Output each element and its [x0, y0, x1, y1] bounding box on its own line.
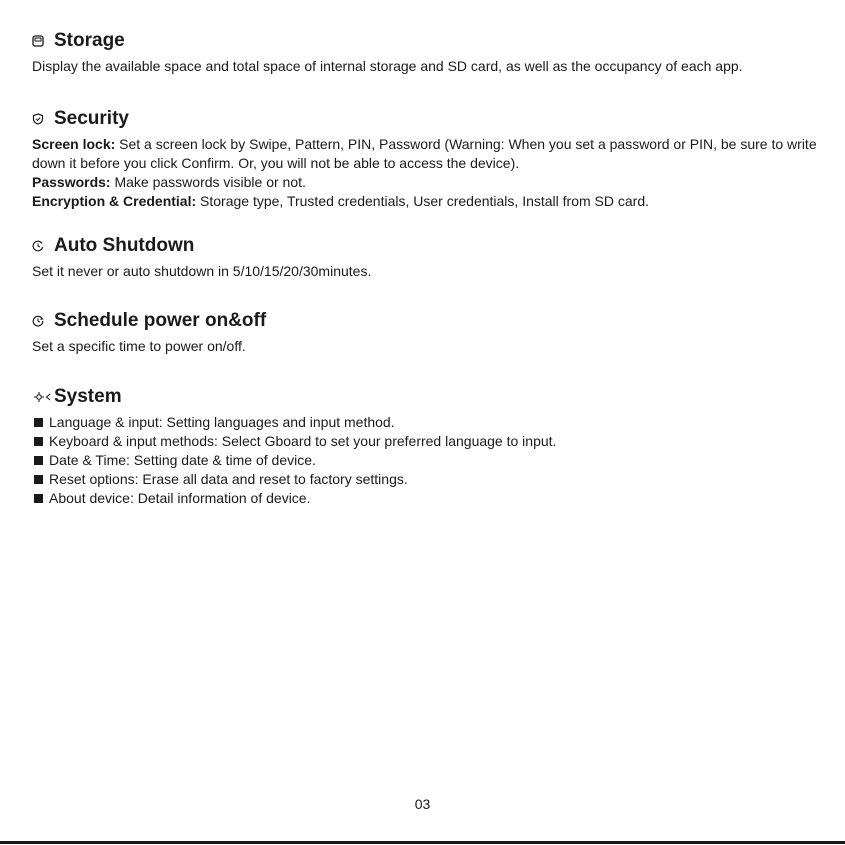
passwords-item — [32, 173, 831, 192]
power-clock-icon — [32, 240, 54, 252]
screen-lock-text: Set a screen lock by Swipe, Pattern, PIN, Password (Warning: When you set a password or PIN, be sure to write down it before you click Confirm. Or, you will not be able to access the device). — [32, 136, 817, 171]
security-title: Security — [54, 108, 129, 129]
list-item: Date & Time: Setting date & time of device. — [32, 451, 831, 470]
list-item: Keyboard & input methods: Select Gboard to set your preferred language to input. — [32, 432, 831, 451]
schedule-clock-icon — [32, 315, 54, 327]
auto-shutdown-heading — [32, 234, 831, 258]
schedule-title: Schedule power on&off — [54, 310, 267, 331]
encryption-label: Encryption & Credential: — [32, 193, 197, 209]
system-title: System — [54, 386, 122, 407]
bullet-square-icon — [34, 418, 43, 427]
system-section — [32, 385, 831, 508]
auto-shutdown-description: Set it never or auto shutdown in 5/10/15/20/30minutes. — [32, 263, 372, 279]
passwords-label: Passwords: — [32, 174, 111, 190]
system-list — [32, 413, 831, 508]
schedule-section — [32, 309, 831, 356]
storage-description: Display the available space and total space of internal storage and SD card, as well as the occupancy of each app. — [32, 58, 743, 74]
encryption-text: Storage type, Trusted credentials, User credentials, Install from SD card. — [196, 193, 650, 209]
storage-icon — [32, 35, 54, 47]
system-heading — [32, 385, 831, 409]
bullet-square-icon — [34, 494, 43, 503]
bullet-square-icon — [34, 475, 43, 484]
list-item: About device: Detail information of device. — [32, 489, 831, 508]
storage-heading — [32, 29, 831, 53]
shield-icon — [32, 113, 54, 125]
security-heading — [32, 107, 831, 131]
passwords-text: Make passwords visible or not. — [110, 174, 306, 190]
list-item: Language & input: Setting languages and input method. — [32, 413, 831, 432]
bullet-square-icon — [34, 456, 43, 465]
footer-divider — [0, 841, 845, 844]
bullet-square-icon — [34, 437, 43, 446]
storage-title: Storage — [54, 30, 125, 51]
encryption-item — [32, 192, 831, 211]
auto-shutdown-section — [32, 234, 831, 281]
page-number: 03 — [414, 796, 431, 812]
storage-section — [32, 29, 831, 76]
schedule-description: Set a specific time to power on/off. — [32, 338, 246, 354]
security-section — [32, 107, 831, 211]
list-item: Reset options: Erase all data and reset to factory settings. — [32, 470, 831, 489]
system-settings-icon — [32, 391, 54, 403]
screen-lock-label: Screen lock: — [32, 136, 116, 152]
auto-shutdown-title: Auto Shutdown — [54, 235, 195, 256]
screen-lock-item — [32, 135, 831, 173]
schedule-heading — [32, 309, 831, 333]
